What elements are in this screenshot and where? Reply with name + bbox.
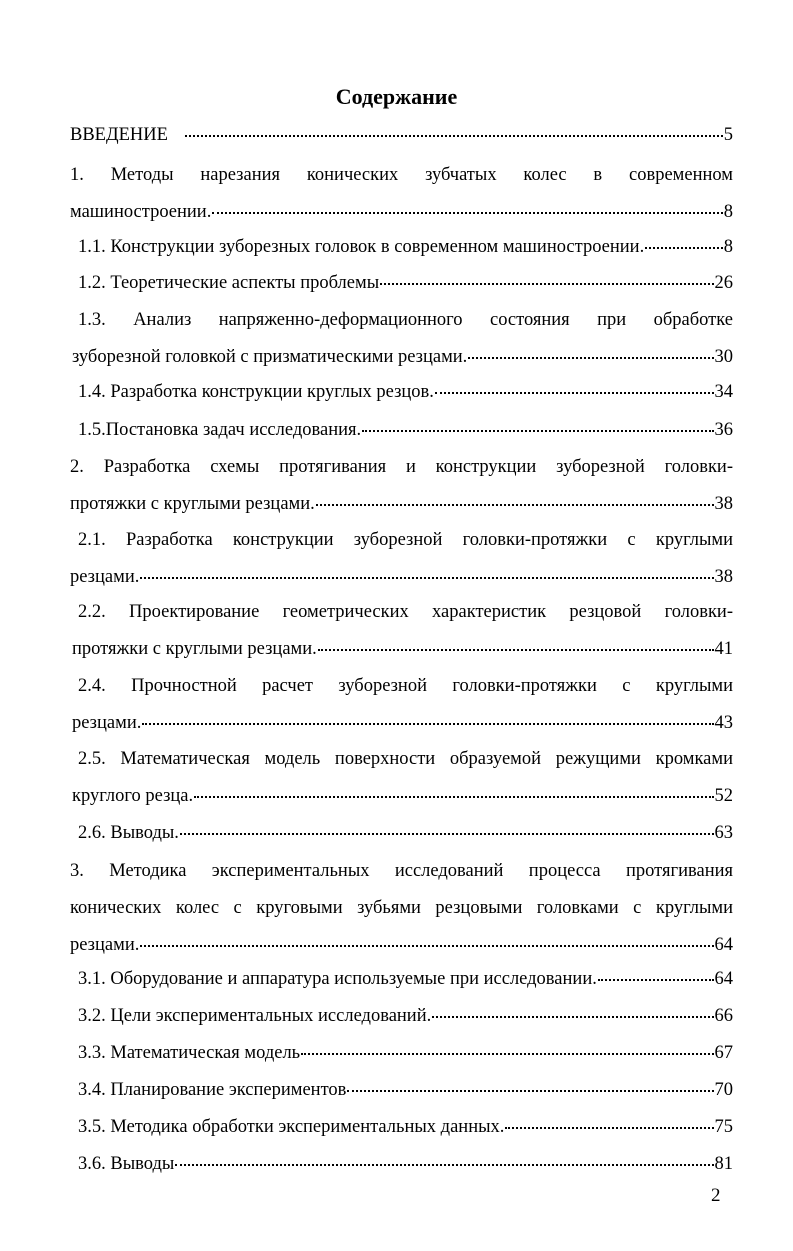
toc-entry-text: 3.4. Планирование экспериментов bbox=[78, 1080, 347, 1100]
toc-entry-first-line: 1.3. Анализ напряженно-деформационного состояния при обработке bbox=[78, 310, 733, 330]
toc-page-number: 64 bbox=[714, 969, 733, 989]
toc-entry bbox=[78, 272, 733, 294]
toc-page-number: 43 bbox=[714, 713, 733, 733]
toc-entry-text: 3.3. Математическая модель bbox=[78, 1043, 301, 1063]
leader-dots bbox=[380, 283, 713, 285]
leader-dots bbox=[180, 833, 714, 835]
page-number: 2 bbox=[711, 1185, 721, 1206]
toc-page-number: 34 bbox=[714, 382, 733, 402]
toc-entry-first-line: 2.2. Проектирование геометрических характеристик резцовой головки- bbox=[78, 602, 733, 622]
toc-entry bbox=[70, 456, 733, 515]
toc-entry bbox=[78, 1005, 733, 1027]
leader-dots bbox=[194, 796, 713, 798]
toc-page-number: 70 bbox=[714, 1080, 733, 1100]
toc-entry bbox=[72, 748, 733, 807]
leader-dots bbox=[435, 392, 714, 394]
toc-page-number: 36 bbox=[714, 420, 733, 440]
leader-dots bbox=[505, 1127, 713, 1129]
leader-dots bbox=[432, 1016, 713, 1018]
toc-entry bbox=[78, 1079, 733, 1101]
toc-entry-text: зуборезной головкой с призматическими резцами. bbox=[72, 347, 468, 367]
toc-page-number: 38 bbox=[714, 494, 733, 514]
toc-entry-text: 3.5. Методика обработки экспериментальных данных. bbox=[78, 1117, 505, 1137]
toc-entry-text: 1.5.Постановка задач исследования. bbox=[78, 420, 362, 440]
toc-page-number: 52 bbox=[714, 786, 733, 806]
toc-entry bbox=[72, 675, 733, 734]
toc-entry bbox=[78, 822, 733, 844]
toc-page-number: 30 bbox=[714, 347, 733, 367]
toc-page-number: 38 bbox=[714, 567, 733, 587]
toc-entry-first-line: 2.4. Прочностной расчет зуборезной головки-протяжки с круглыми bbox=[78, 676, 733, 696]
toc-entry-text: 3.1. Оборудование и аппаратура используемые при исследовании. bbox=[78, 969, 597, 989]
toc-entry bbox=[78, 968, 733, 990]
toc-entry bbox=[70, 860, 733, 956]
leader-dots bbox=[598, 979, 714, 981]
leader-dots bbox=[362, 430, 713, 432]
toc-entry bbox=[78, 236, 733, 258]
leader-dots bbox=[318, 649, 714, 651]
leader-dots bbox=[316, 504, 714, 506]
toc-entry-first-line: 3. Методика экспериментальных исследований процесса протягивания bbox=[70, 861, 733, 881]
toc-entry-text: машиностроении. bbox=[70, 202, 212, 222]
toc-entry-text: 2.6. Выводы. bbox=[78, 823, 179, 843]
toc-entry-second-line: конических колес с круговыми зубьями резцовыми головками с круглыми bbox=[70, 898, 733, 918]
toc-page-number: 67 bbox=[714, 1043, 733, 1063]
toc-page-number: 81 bbox=[714, 1154, 733, 1174]
toc-entry-text: 3.2. Цели экспериментальных исследований. bbox=[78, 1006, 432, 1026]
toc-entry-text: 1.2. Теоретические аспекты проблемы bbox=[78, 273, 380, 293]
toc-page-number: 66 bbox=[714, 1006, 733, 1026]
toc-entry-text: резцами. bbox=[70, 567, 140, 587]
toc-entry-text: резцами. bbox=[70, 935, 140, 955]
page-title: Содержание bbox=[335, 84, 458, 109]
toc-entry bbox=[78, 381, 733, 403]
toc-page-number: 64 bbox=[714, 935, 733, 955]
toc-entry-text: протяжки с круглыми резцами. bbox=[70, 494, 315, 514]
toc-entry-first-line: 2.1. Разработка конструкции зуборезной головки-протяжки с круглыми bbox=[78, 530, 733, 550]
toc-entry-text: 1.4. Разработка конструкции круглых резцов. bbox=[78, 382, 434, 402]
leader-dots bbox=[468, 357, 713, 359]
toc-entry bbox=[78, 1042, 733, 1064]
leader-dots bbox=[212, 212, 722, 214]
toc-entry-text: резцами. bbox=[72, 713, 142, 733]
toc-entry-first-line: 2.5. Математическая модель поверхности образуемой режущими кромками bbox=[78, 749, 733, 769]
leader-dots bbox=[185, 135, 723, 137]
leader-dots bbox=[645, 247, 723, 249]
toc-entry bbox=[72, 309, 733, 368]
toc-page-number: 8 bbox=[723, 237, 733, 257]
toc-page-number: 41 bbox=[714, 639, 733, 659]
leader-dots bbox=[175, 1164, 713, 1166]
toc-entry-first-line: 1. Методы нарезания конических зубчатых колес в современном bbox=[70, 165, 733, 185]
leader-dots bbox=[140, 577, 713, 579]
toc-page-number: 75 bbox=[714, 1117, 733, 1137]
leader-dots bbox=[142, 723, 713, 725]
toc-entry-text: круглого резца. bbox=[72, 786, 194, 806]
toc-entry-text: 3.6. Выводы bbox=[78, 1154, 175, 1174]
leader-dots bbox=[301, 1053, 713, 1055]
toc-page-number: 8 bbox=[723, 202, 733, 222]
toc-entry bbox=[72, 601, 733, 660]
toc-entry bbox=[70, 164, 733, 223]
leader-dots bbox=[347, 1090, 713, 1092]
toc-entry-text: протяжки с круглыми резцами. bbox=[72, 639, 317, 659]
toc-entry bbox=[78, 1116, 733, 1138]
toc-page-number: 63 bbox=[714, 823, 733, 843]
toc-page-number: 26 bbox=[714, 273, 733, 293]
toc-entry bbox=[78, 419, 733, 441]
toc-entry-first-line: 2. Разработка схемы протягивания и конструкции зуборезной головки- bbox=[70, 457, 733, 477]
toc-entry bbox=[78, 1153, 733, 1175]
leader-dots bbox=[140, 945, 713, 947]
toc-entry-text: ВВЕДЕНИЕ bbox=[70, 125, 168, 145]
toc-entry-text: 1.1. Конструкции зуборезных головок в современном машиностроении. bbox=[78, 237, 645, 257]
toc-entry bbox=[70, 124, 733, 146]
toc-page-number: 5 bbox=[723, 125, 733, 145]
toc-entry bbox=[70, 529, 733, 588]
